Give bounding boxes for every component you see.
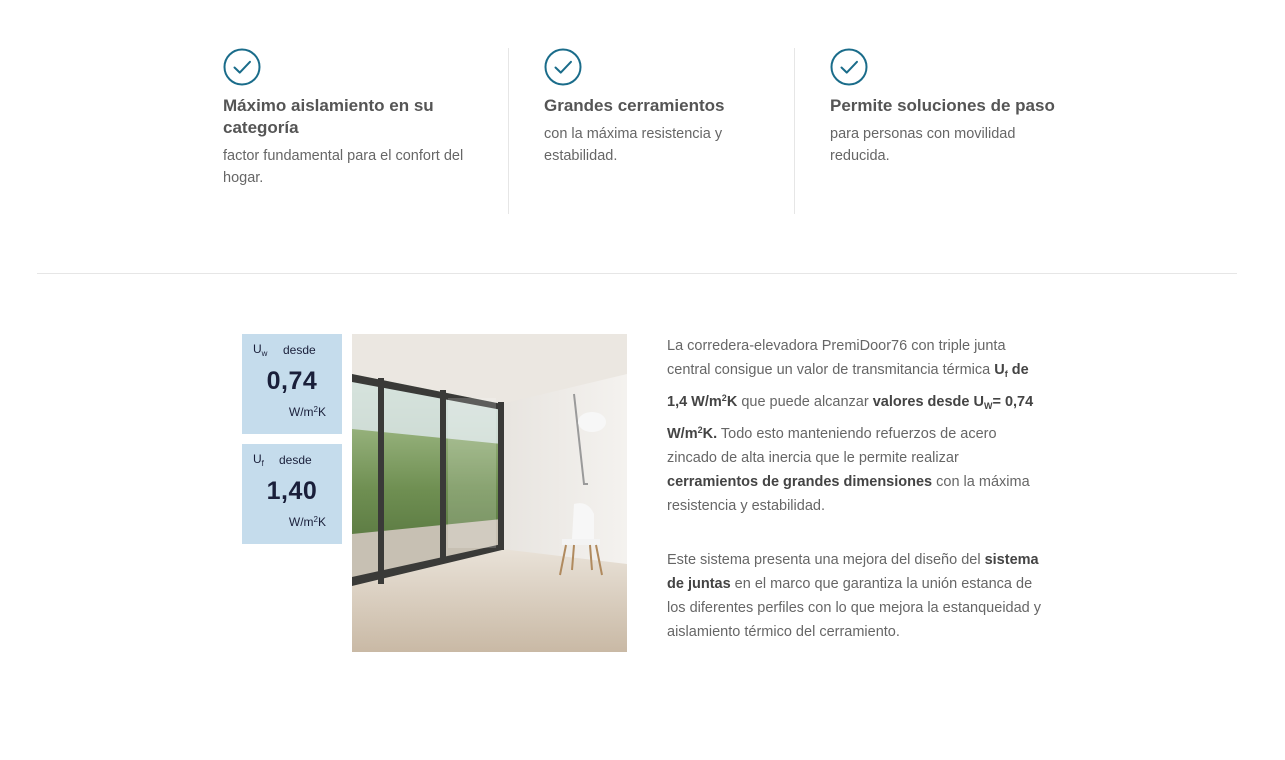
sliding-door-image: [352, 334, 627, 652]
feature-accessibility: [830, 48, 1060, 167]
text-bold: sistema de juntas: [667, 552, 1039, 592]
badge-symbol-subscript: f: [261, 459, 264, 468]
vertical-divider: [794, 48, 795, 214]
badge-unit-end: K: [317, 515, 326, 529]
vertical-divider: [508, 48, 509, 214]
uf-value-badge: [242, 444, 342, 544]
check-circle-icon: [544, 48, 582, 86]
text-run: K.: [702, 426, 718, 442]
text-run: con la máxima resistencia y estabilidad.: [667, 474, 1030, 514]
feature-description: factor fundamental para el confort del hogar.: [223, 148, 464, 186]
text-run: K: [726, 394, 738, 410]
badge-value: 1,40: [266, 477, 318, 505]
text-superscript: 2: [721, 393, 727, 403]
uw-value-badge: [242, 334, 342, 434]
text-run: que puede alcanzar: [737, 394, 873, 410]
text-superscript: 2: [697, 425, 703, 435]
badge-symbol-letter: U: [253, 342, 262, 356]
text-run: Este sistema presenta una mejora del diseño del: [667, 552, 985, 568]
check-circle-icon: [830, 48, 868, 86]
feature-title: Grandes cerramientos: [544, 96, 725, 115]
badge-symbol: [253, 342, 267, 358]
text-run: valores desde U: [872, 394, 984, 410]
section-divider: [37, 273, 1237, 274]
text-run: de 1,4 W/m: [667, 362, 1029, 410]
text-run: en el marco que garantiza la unión estanca de los diferentes perfiles con lo que mejora la estanqueidad y aislamiento térmico del cerramiento.: [667, 576, 1042, 640]
description-paragraph-1: [667, 334, 1042, 518]
badge-symbol-subscript: w: [261, 349, 268, 358]
check-circle-icon: [223, 48, 261, 86]
text-subscript: W: [983, 401, 993, 411]
badge-unit-base: W/m: [288, 405, 314, 419]
feature-description: para personas con movilidad reducida.: [830, 126, 1016, 164]
sliding-door-photo: [352, 334, 627, 652]
feature-insulation: [223, 48, 493, 189]
feature-large-closures: [544, 48, 764, 167]
text-subscript: f: [1004, 369, 1008, 379]
badge-unit-base: W/m: [288, 515, 314, 529]
badge-label: desde: [279, 453, 312, 467]
badge-symbol-letter: U: [253, 452, 262, 466]
text-run: La corredera-elevadora PremiDoor76 con triple junta central consigue un valor de transmitancia térmica: [667, 338, 1006, 378]
badge-symbol: [253, 452, 264, 468]
description-paragraph-2: [667, 548, 1042, 644]
feature-description: con la máxima resistencia y estabilidad.: [544, 126, 723, 164]
text-run: = 0,74 W/m: [667, 394, 1034, 442]
badge-unit-end: K: [317, 405, 326, 419]
features-section: [0, 0, 1285, 260]
text-run: U: [994, 362, 1005, 378]
description-text: [667, 334, 1042, 644]
badge-unit-sup: 2: [313, 405, 318, 414]
badge-unit: [289, 515, 326, 529]
feature-title: Máximo aislamiento en su categoría: [223, 96, 434, 137]
feature-title: Permite soluciones de paso: [830, 96, 1055, 115]
badge-unit-sup: 2: [313, 515, 318, 524]
badge-value: 0,74: [266, 367, 318, 395]
badge-unit: [289, 405, 326, 419]
text-run: Todo esto manteniendo refuerzos de acero zincado de alta inercia que le permite realizar: [667, 426, 997, 466]
text-bold: cerramientos de grandes dimensiones: [667, 474, 933, 490]
badge-label: desde: [283, 343, 316, 357]
